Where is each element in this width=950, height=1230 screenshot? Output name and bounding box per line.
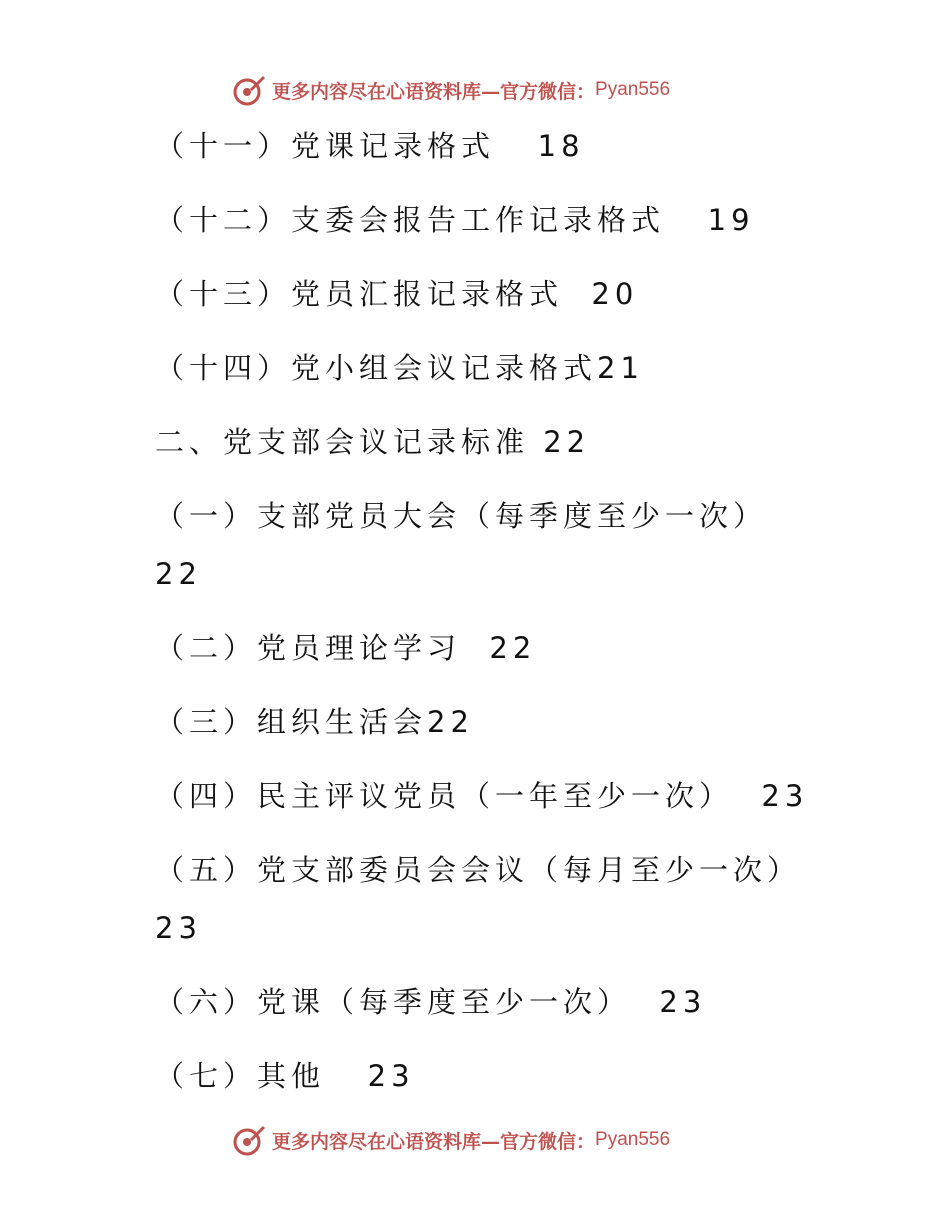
toc-entry-page: 23 bbox=[155, 911, 202, 945]
toc-entry: （五）党支部委员会会议（每月至少一次） bbox=[155, 853, 802, 887]
toc-entry: （十三）党员汇报记录格式 20 bbox=[155, 277, 639, 311]
toc-entry-page: 22 bbox=[155, 557, 202, 591]
toc-entry: （一）支部党员大会（每季度至少一次） bbox=[155, 499, 768, 533]
toc-entry: （七）其他 23 bbox=[155, 1059, 415, 1093]
toc-entry: （四）民主评议党员（一年至少一次） 23 bbox=[155, 779, 809, 813]
toc-entry: （十四）党小组会议记录格式21 bbox=[155, 351, 644, 385]
toc-entry: （三）组织生活会22 bbox=[155, 705, 474, 739]
pen-logo-icon bbox=[232, 1123, 266, 1157]
footer-watermark bbox=[232, 1122, 670, 1158]
toc-entry: （十二）支委会报告工作记录格式 19 bbox=[155, 203, 755, 237]
toc-entry: （六）党课（每季度至少一次） 23 bbox=[155, 985, 707, 1019]
toc-entry: （十一）党课记录格式 18 bbox=[155, 129, 585, 163]
toc-entry: （二）党员理论学习 22 bbox=[155, 631, 537, 665]
watermark-id: Pyan556 bbox=[595, 1129, 671, 1150]
watermark-id: Pyan556 bbox=[595, 79, 671, 100]
watermark-text: 更多内容尽在心语资料库—官方微信： bbox=[272, 80, 596, 103]
toc-section-heading: 二、党支部会议记录标准 22 bbox=[155, 425, 591, 459]
watermark-text: 更多内容尽在心语资料库—官方微信： bbox=[272, 1130, 596, 1153]
